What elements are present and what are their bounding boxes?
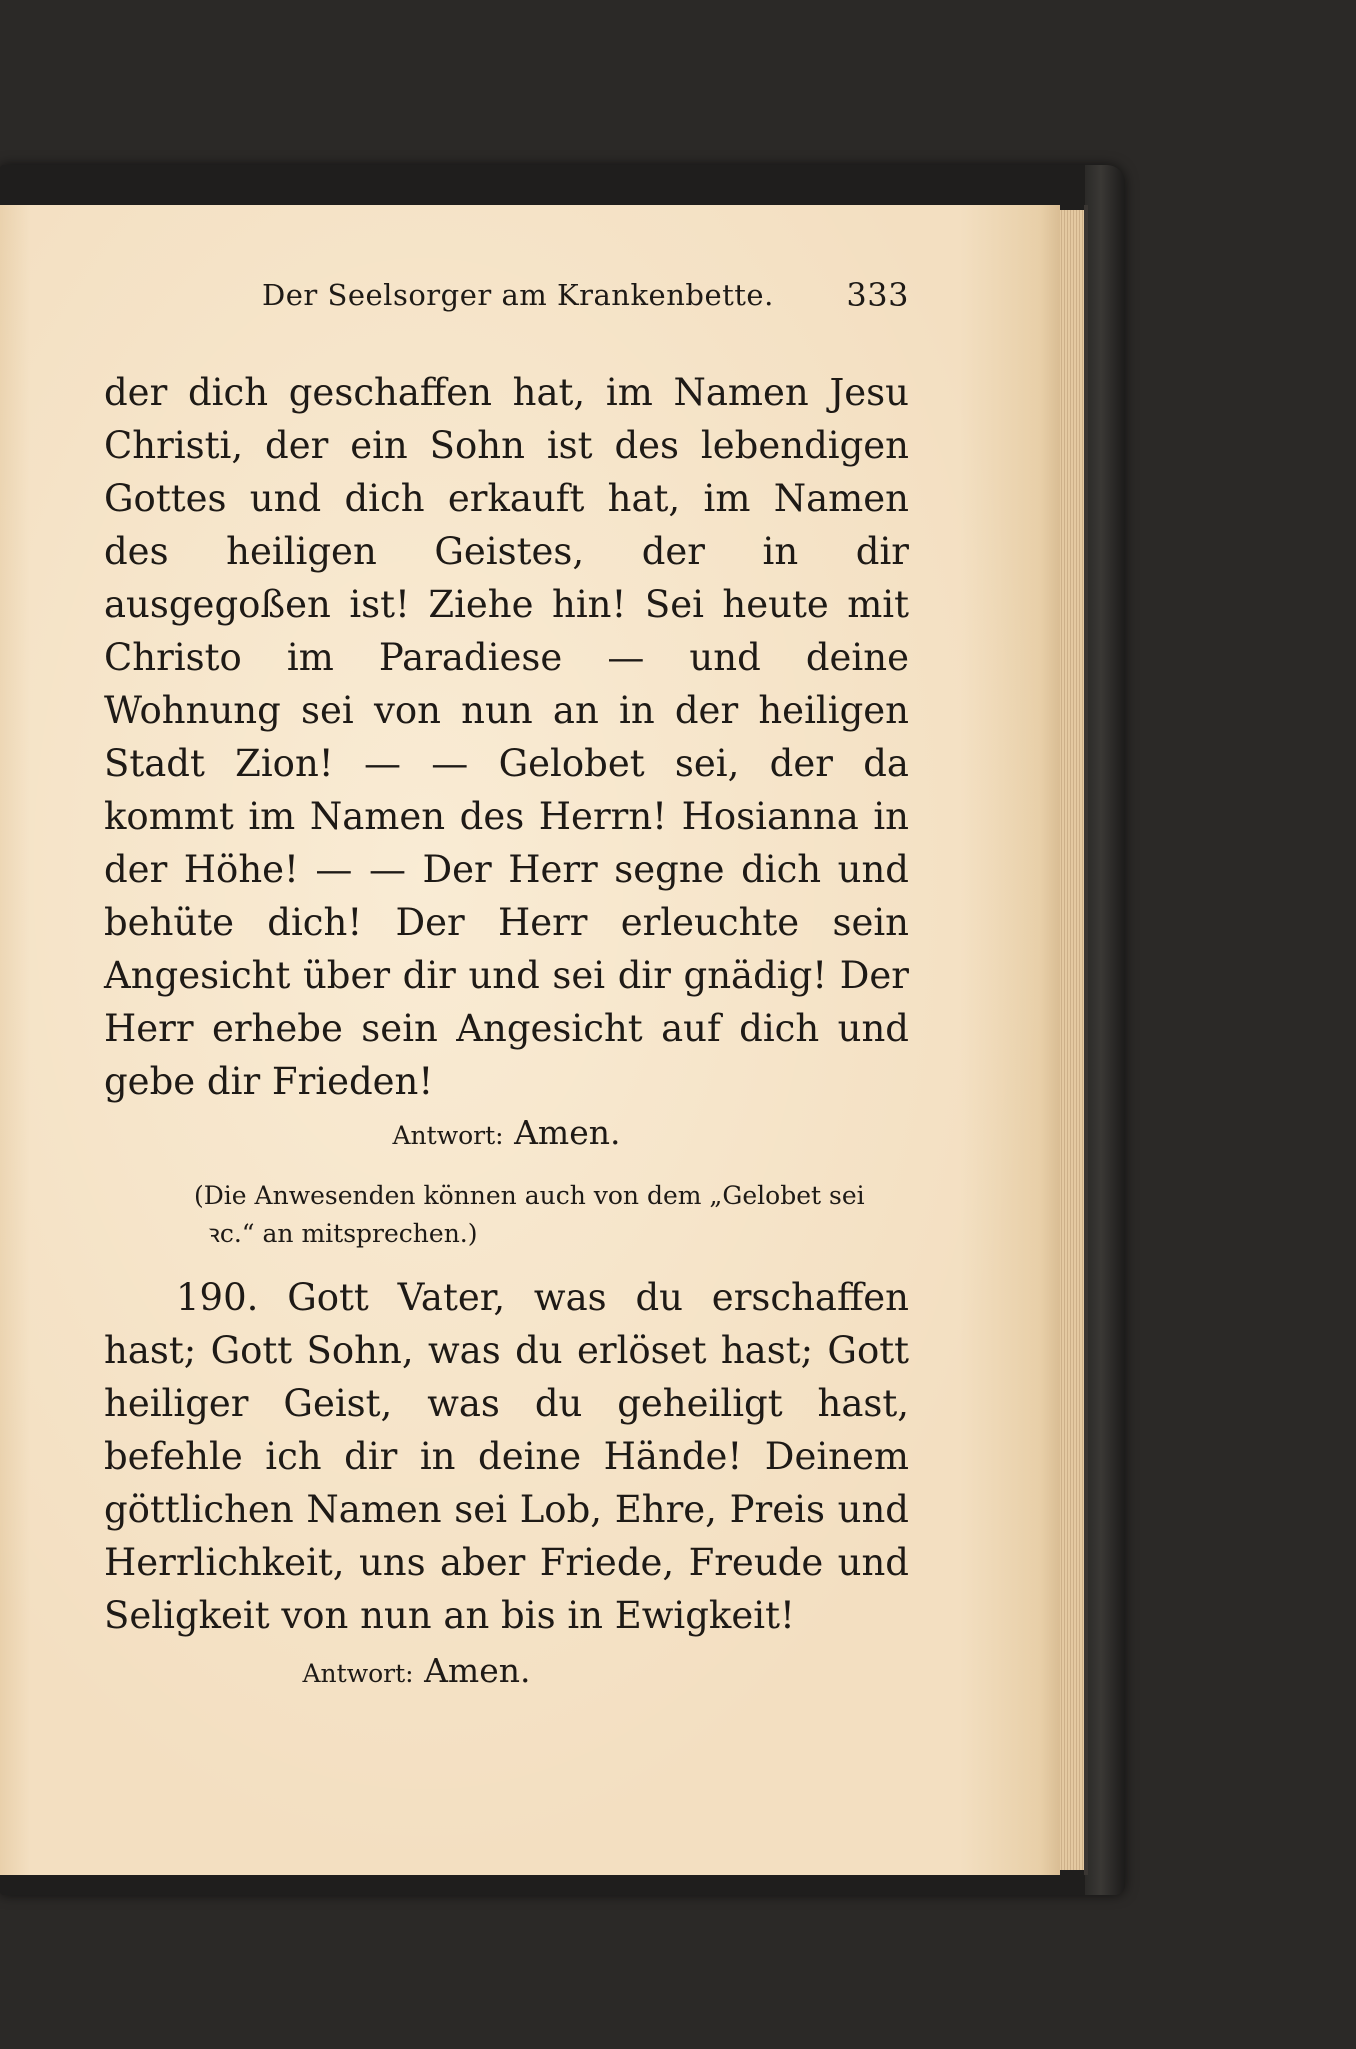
page-edge-shadow <box>1084 205 1088 1875</box>
page-number: 333 <box>846 276 909 314</box>
rubric-note: (Die Anwesenden können auch von dem „Gelobet sei ꝛc.“ an mitsprechen.) <box>194 1181 865 1248</box>
response-label: Antwort: <box>302 1659 414 1688</box>
response-label: Antwort: <box>392 1121 504 1150</box>
response-text: Amen. <box>424 1651 531 1690</box>
paragraph-prayer: der dich geschaffen hat, im Namen Jesu Christi, der ein Sohn ist des lebendigen Gottes und dich erkauft hat, im Namen des heiligen Geistes, der in dir ausgegoßen ist! Ziehe hin! Sei heute mit Christo im Paradiese — und deine Wohnung sei von nun an in der heiligen Stadt Zion! — — Gelobet sei, der da kommt im Namen des Herrn! Hosianna in der Höhe! — — Der Herr segne dich und behüte dich! Der Herr erleuchte sein Angesicht über dir und sei dir gnädig! Der Herr erhebe sein Angesicht auf dich und gebe dir Frieden! <box>104 371 909 1103</box>
running-head <box>104 270 909 330</box>
paragraph-190: 190. Gott Vater, was du erschaffen hast; Gott Sohn, was du erlöset hast; Gott heiliger Geist, was du geheiligt hast, befehle ich dir in deine Hände! Deinem göttlichen Namen sei Lob, Ehre, Preis und Herrlichkeit, uns aber Friede, Freude und Seligkeit von nun an bis in Ewigkeit! <box>104 1276 909 1637</box>
response-1 <box>104 1108 909 1161</box>
running-head-title: Der Seelsorger am Krankenbette. <box>262 278 774 312</box>
response-2 <box>104 1646 909 1699</box>
page-content <box>104 270 909 1699</box>
book-spine-edge <box>1085 165 1125 1895</box>
response-text: Amen. <box>514 1113 621 1152</box>
